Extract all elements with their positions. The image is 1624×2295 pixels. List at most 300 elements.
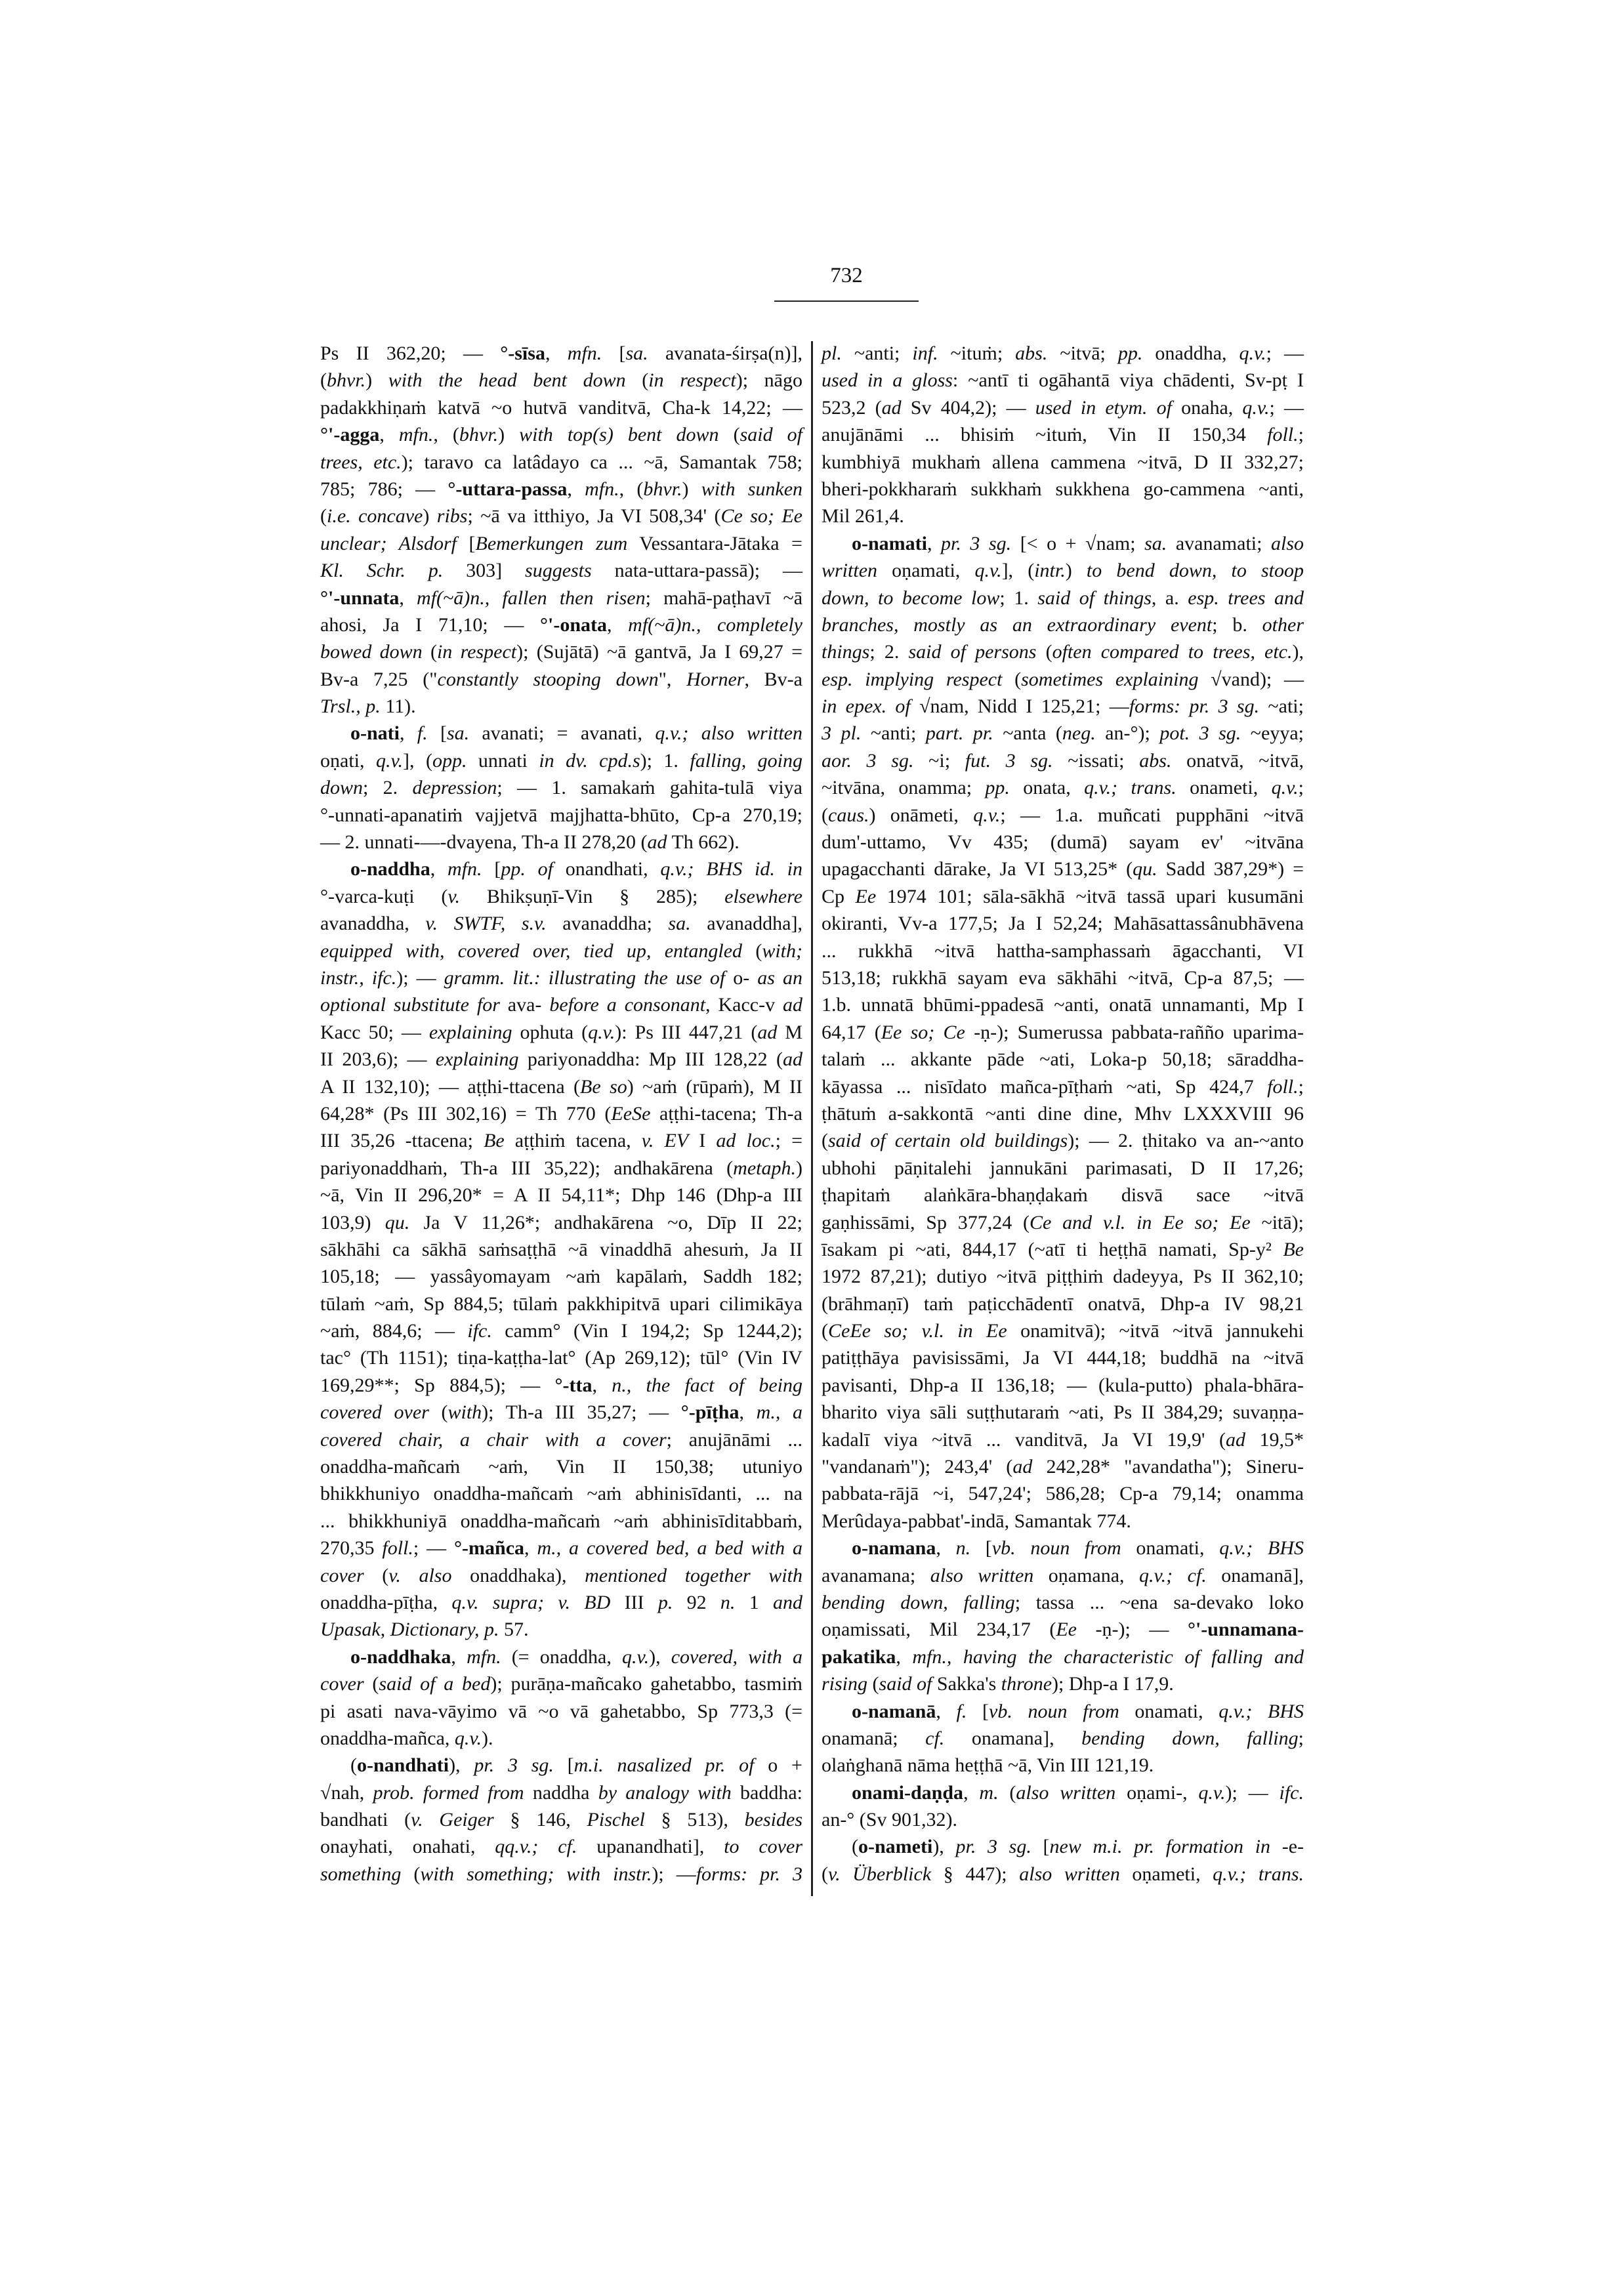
text-line — [320, 1562, 802, 1589]
text-run: ( — [998, 1781, 1016, 1804]
italic-run: other — [1262, 613, 1304, 636]
italic-run: said of certain old buildings — [828, 1130, 1068, 1152]
text-run: patiṭṭhāya pavisissāmi, Ja VI 444,18; buddhā na ~itvā — [822, 1347, 1304, 1369]
text-run: Ps II 362,20; — — [320, 342, 501, 364]
text-run: pariyonaddhaṁ, Th-a III 35,22); andhakārena ( — [320, 1157, 734, 1179]
text-run: ; — 1. samakaṁ gahita-tulā viya — [497, 777, 802, 799]
text-run: camm° (Vin I 194,2; Sp 1244,2); — [491, 1320, 802, 1342]
text-line — [320, 720, 802, 747]
italic-run: as an — [757, 966, 802, 989]
text-line — [320, 557, 802, 584]
text-line — [822, 1426, 1304, 1453]
text-run: onamitvā); ~itvā ~itvā jannukehi — [1007, 1320, 1304, 1342]
italic-run: also written — [1019, 1863, 1120, 1885]
italic-run: falling, going — [690, 749, 802, 772]
text-run: onaddha-pīṭha, — [320, 1591, 452, 1613]
text-line — [822, 530, 1304, 557]
text-run: 64,17 ( — [822, 1021, 881, 1043]
text-run: nata-uttara-passā); — — [591, 560, 802, 582]
italic-run: q.v. — [454, 1727, 482, 1749]
text-run: oṇami-, — [1115, 1781, 1199, 1804]
text-run: avanaddha], — [690, 913, 802, 935]
italic-run: Bemerkungen zum — [475, 532, 628, 554]
text-run: ( — [625, 369, 649, 392]
italic-run: pp. of — [501, 858, 553, 880]
italic-run: Be — [484, 1130, 505, 1152]
text-run: avanati; = avanati, — [469, 722, 656, 745]
text-run: , — [963, 1781, 980, 1804]
italic-run: ad — [783, 1048, 802, 1071]
text-run: "vandanaṁ"); 243,4' ( — [822, 1456, 1013, 1478]
text-run: o- — [725, 966, 758, 989]
text-line — [822, 1073, 1304, 1100]
page-number: 732 — [830, 264, 863, 287]
text-line — [320, 1833, 802, 1860]
text-run: ); taravo ca latâdayo ca ... ~ā, Samantak 758; — [401, 451, 802, 473]
text-line — [822, 638, 1304, 665]
italic-run: v. SWTF, s.v. — [425, 913, 547, 935]
text-run: , — [592, 1374, 612, 1396]
text-line — [822, 693, 1304, 720]
italic-run: q.v. — [974, 560, 1002, 582]
italic-run: sa. — [446, 722, 470, 745]
text-run: padakkhiṇaṁ katvā ~o hutvā vanditvā, Cha-k 14,22; — — [320, 396, 802, 419]
italic-run: Ee — [855, 885, 877, 907]
text-run: ( — [822, 1130, 828, 1152]
text-run: ophuta ( — [512, 1021, 589, 1043]
text-run: avanaddha; — [546, 913, 669, 935]
text-line — [320, 1263, 802, 1290]
headword: pakatika — [822, 1645, 896, 1668]
text-run: ( — [1002, 668, 1022, 690]
text-run: onamanā], — [1206, 1564, 1304, 1586]
text-run: onamanā; — [822, 1727, 926, 1749]
text-line — [822, 1698, 1304, 1725]
italic-run: bowed down — [320, 641, 423, 663]
italic-run: cover — [320, 1673, 364, 1695]
italic-run: pr. 3 sg. — [955, 1836, 1031, 1858]
italic-run: explaining — [428, 1021, 512, 1043]
italic-run: Ce and v.l. in Ee so; Ee — [1030, 1211, 1251, 1233]
text-run: ; — 1.a. muñcati pupphāni ~itvā — [1000, 804, 1304, 826]
text-line — [320, 367, 802, 394]
text-run: [ — [602, 342, 626, 364]
italic-run: depression — [412, 777, 497, 799]
italic-run: in respect — [436, 641, 517, 663]
italic-run: ifc. — [467, 1320, 492, 1342]
headword: onami-daṇḍa — [852, 1781, 964, 1804]
text-line — [320, 1806, 802, 1833]
text-line — [822, 421, 1304, 448]
text-run: 103,9) — [320, 1211, 385, 1233]
italic-run: pr. 3 sg. — [941, 532, 1012, 554]
text-line — [822, 747, 1304, 774]
italic-run: with sunken — [701, 478, 803, 500]
text-run: ; — [1298, 424, 1304, 446]
text-run: kumbhiyā mukhaṁ allena cammena ~itvā, D II 332,27; — [822, 451, 1304, 473]
text-run: onandhati, — [552, 858, 661, 880]
text-run: ; 1. — [999, 587, 1038, 609]
text-line — [320, 340, 802, 367]
text-line — [320, 1670, 802, 1697]
italic-run: mfn. — [398, 424, 434, 446]
italic-run: to bend down, to stoop — [1086, 560, 1304, 582]
headword: °-sīsa — [500, 342, 545, 364]
text-run: ) — [498, 424, 520, 446]
italic-run: ad — [1012, 1456, 1033, 1478]
text-run: ~anta ( — [993, 722, 1062, 745]
italic-run: esp. implying respect — [822, 668, 1003, 690]
text-run: ) — [365, 369, 388, 392]
text-run: tūlaṁ ~aṁ, Sp 884,5; tūlaṁ pakkhipitvā upari cilimikāya — [320, 1292, 802, 1315]
text-line — [320, 1317, 802, 1344]
text-run: ~anti; — [861, 722, 926, 745]
text-line — [320, 774, 802, 801]
header-rule — [774, 300, 919, 302]
text-line — [822, 1644, 1304, 1670]
italic-run: 3 pl. — [822, 722, 862, 745]
text-line — [822, 1589, 1304, 1616]
text-run: (brāhmaṇī) taṁ paṭicchādentī onatvā, Dhp-a IV 98,21 — [822, 1292, 1304, 1315]
text-run: III 35,26 -ttacena; — [320, 1130, 484, 1152]
text-line — [320, 1236, 802, 1263]
text-run: Th 662). — [667, 831, 739, 854]
text-run: ( — [1036, 641, 1052, 663]
text-run: , — [430, 858, 448, 880]
text-run: 64,28* (Ps III 302,16) = Th 770 ( — [320, 1102, 612, 1125]
text-run: Bhikṣuṇī-Vin § 285); — [460, 885, 725, 907]
italic-run: something — [320, 1863, 402, 1885]
text-line — [822, 503, 1304, 529]
text-run: onamana], — [944, 1727, 1082, 1749]
italic-run: also written — [930, 1564, 1034, 1586]
dictionary-entry — [320, 340, 802, 720]
italic-run: v. EV — [641, 1130, 689, 1152]
italic-run: foll. — [1267, 1075, 1299, 1098]
headword: °-uttara-passa — [448, 478, 568, 500]
italic-run: cover — [320, 1564, 364, 1586]
text-run: 1 — [735, 1591, 773, 1613]
text-run: ( — [422, 641, 437, 663]
text-run: tac° (Th 1151); tiṇa-kaṭṭha-lat° (Ap 269,12); tūl° (Vin IV — [320, 1347, 802, 1369]
text-run: ; — — [1266, 342, 1304, 364]
text-run: onameti, — [1176, 777, 1272, 799]
text-line — [320, 1535, 802, 1561]
text-line — [822, 964, 1304, 991]
text-run: -ṇ-); Sumerussa pabbata-rañño uparima- — [965, 1021, 1304, 1043]
italic-run: often compared to trees, etc. — [1052, 641, 1293, 663]
italic-run: covered over — [320, 1401, 429, 1424]
italic-run: instr., ifc. — [320, 966, 397, 989]
text-run: , — [936, 1537, 956, 1560]
text-run: ); Th-a III 35,27; — — [482, 1401, 681, 1424]
text-run: ~itvā; — [1047, 342, 1118, 364]
text-line — [320, 991, 802, 1018]
italic-run: forms: pr. 3 — [696, 1863, 802, 1885]
dictionary-entry — [320, 1644, 802, 1752]
italic-run: m.i. nasalized pr. of — [573, 1754, 755, 1777]
text-line — [822, 394, 1304, 421]
italic-run: f. — [956, 1700, 967, 1722]
text-run: [ — [427, 722, 447, 745]
text-line — [822, 1209, 1304, 1236]
text-run: 11). — [380, 695, 416, 718]
text-line — [320, 1209, 802, 1236]
text-run: A II 132,10); — aṭṭhi-ttacena ( — [320, 1075, 581, 1098]
italic-run: mfn. — [567, 342, 602, 364]
text-run: ~eyya; — [1241, 722, 1304, 745]
text-run: kadalī viya ~itvā ... vanditvā, Ja VI 19,9' ( — [822, 1428, 1226, 1451]
text-run: oṇameti, — [1119, 1863, 1213, 1885]
text-line — [822, 1779, 1304, 1806]
text-run: ; anujānāmi ... — [666, 1428, 802, 1451]
text-run: 303] — [443, 560, 526, 582]
italic-run: pot. 3 sg. — [1159, 722, 1241, 745]
italic-run: Ee so; Ce — [881, 1021, 965, 1043]
italic-run: ribs — [436, 505, 468, 527]
text-run: ), — [649, 1645, 671, 1668]
text-run: baddha: — [731, 1781, 802, 1804]
italic-run: in dv. cpd.s — [539, 749, 640, 772]
italic-run: Be — [1283, 1238, 1304, 1260]
text-run: , — [936, 1700, 957, 1722]
italic-run: m. — [979, 1781, 999, 1804]
text-run: bhikkhuniyo onaddha-mañcaṁ ~aṁ abhinisīdanti, ... na — [320, 1483, 802, 1505]
italic-run: qu. — [385, 1211, 410, 1233]
italic-run: optional substitute for — [320, 994, 500, 1016]
column-divider — [811, 341, 813, 1896]
text-run: ... rukkhā ~itvā hattha-samphassaṁ āgacchanti, VI — [822, 940, 1304, 962]
text-line — [320, 611, 802, 638]
right-column — [822, 340, 1304, 1888]
italic-run: forms: pr. 3 sg. — [1129, 695, 1260, 718]
text-line — [822, 856, 1304, 882]
text-run: Cp — [822, 885, 856, 907]
italic-run: ad — [881, 396, 902, 419]
text-run: ) ~aṁ (rūpaṁ), M II — [627, 1075, 802, 1098]
text-run: ( — [822, 1863, 828, 1885]
text-run: avanamana; — [822, 1564, 930, 1586]
italic-run: also written — [1016, 1781, 1116, 1804]
text-run: ); nāgo — [736, 369, 803, 392]
text-run: ; tassa ... ~ena sa-devako loko — [1014, 1591, 1304, 1613]
italic-run: unclear; Alsdorf — [320, 532, 457, 554]
text-run: 1974 101; sāla-sākhā ~itvā tassā upari kusumāni — [876, 885, 1304, 907]
italic-run: throne — [1001, 1673, 1052, 1695]
text-run: ava- — [499, 994, 550, 1016]
headword: o-naddha — [350, 858, 430, 880]
text-run: pavisanti, Dhp-a II 136,18; — (kula-putto) phala-bhāra- — [822, 1374, 1304, 1396]
italic-run: used in etym. of — [1035, 396, 1172, 419]
italic-run: Ce so; Ee — [720, 505, 802, 527]
text-run: kāyassa ... nisīdato mañca-pīṭhaṁ ~ati, Sp 424,7 — [822, 1075, 1268, 1098]
italic-run: fut. 3 sg. — [965, 749, 1053, 772]
text-run: ); — — [1225, 1781, 1280, 1804]
italic-run: rising — [822, 1673, 868, 1695]
italic-run: to cover — [724, 1836, 802, 1858]
text-line — [822, 938, 1304, 964]
headword: o-namanā — [852, 1700, 936, 1722]
headword: o-nameti — [858, 1836, 933, 1858]
text-run: ), — [1292, 641, 1304, 663]
italic-run: q.v. — [1198, 1781, 1226, 1804]
italic-run: down — [320, 777, 364, 799]
text-run: Merûdaya-pabbat'-indā, Samantak 774. — [822, 1510, 1131, 1532]
italic-run: q.v.; BHS — [1218, 1700, 1304, 1722]
text-run: ) — [796, 1157, 802, 1179]
text-line — [320, 747, 802, 774]
text-line — [320, 1372, 802, 1399]
text-run: ~itvāna, onamma; — [822, 777, 986, 799]
text-line — [320, 693, 802, 720]
italic-run: q.v.; also written — [655, 722, 802, 745]
dictionary-entry — [822, 1833, 1304, 1888]
text-line — [822, 1317, 1304, 1344]
text-line — [320, 1426, 802, 1453]
text-line — [320, 394, 802, 421]
text-run: ( — [822, 804, 828, 826]
text-run: ", — [658, 668, 687, 690]
text-line — [320, 449, 802, 476]
headword: o-namati — [852, 532, 927, 554]
text-line — [320, 829, 802, 856]
headword: °-pīṭha — [680, 1401, 739, 1424]
text-run: onaddha-mañcaṁ ~aṁ, Vin II 150,38; utuniyo — [320, 1456, 802, 1478]
text-line — [822, 1725, 1304, 1752]
italic-run: Be so — [580, 1075, 627, 1098]
italic-run: sa. — [668, 913, 691, 935]
italic-run: mf(~ā)n., fallen then risen — [417, 587, 646, 609]
text-run: ( — [320, 369, 327, 392]
italic-run: explaining — [435, 1048, 519, 1071]
text-run: oṇamati, — [877, 560, 975, 582]
italic-run: said of — [739, 424, 802, 446]
text-run: ; mahā-paṭhavī ~ā — [645, 587, 803, 609]
italic-run: vb. noun from — [991, 1537, 1121, 1560]
italic-run: Trsl., p. — [320, 695, 381, 718]
italic-run: foll. — [382, 1537, 413, 1560]
text-run: avanaddha, — [320, 913, 426, 935]
italic-run: used in a gloss — [822, 369, 953, 392]
text-line — [822, 991, 1304, 1018]
text-run: ( — [401, 1863, 421, 1885]
text-run: ṭhātuṁ a-sakkontā ~anti dine dine, Mhv LXXXVIII 96 — [822, 1102, 1304, 1125]
italic-run: pl. — [822, 342, 842, 364]
text-run: bharito viya sāli suṭṭhutaraṁ ~ati, Ps II 384,29; suvaṇṇa- — [822, 1401, 1304, 1424]
text-run: pabbata-rājā ~i, 547,24'; 586,28; Cp-a 79,14; onamma — [822, 1483, 1304, 1505]
text-run: ~aṁ, 884,6; — — [320, 1320, 468, 1342]
text-line — [320, 585, 802, 611]
text-run: oṇamana, — [1033, 1564, 1140, 1586]
italic-run: sometimes explaining — [1021, 668, 1199, 690]
italic-run: said of — [879, 1673, 932, 1695]
italic-run: v. also — [388, 1564, 452, 1586]
text-line — [822, 1752, 1304, 1779]
italic-run: CeEe so; v.l. in Ee — [828, 1320, 1007, 1342]
text-run: ( — [320, 505, 327, 527]
italic-run: and — [773, 1591, 802, 1613]
italic-run: i.e. concave — [327, 505, 423, 527]
italic-run: covered, with a — [671, 1645, 802, 1668]
headword: °-mañca — [454, 1537, 525, 1560]
headword: °'-onata — [540, 613, 607, 636]
italic-run: said of a bed — [379, 1673, 491, 1695]
text-line — [822, 720, 1304, 747]
italic-run: in epex. of — [822, 695, 911, 718]
text-run: °-unnati-apanatiṁ vajjetvā majjhatta-bhūto, Cp-a 270,19; — [320, 804, 802, 826]
text-run: ; = — [775, 1130, 802, 1152]
italic-run: equipped with, covered over, tied up, entangled — [320, 940, 743, 962]
text-line — [822, 557, 1304, 584]
italic-run: bending down, falling — [822, 1591, 1015, 1613]
text-line — [822, 1535, 1304, 1561]
text-run: [ — [456, 532, 476, 554]
text-run: Kacc 50; — — [320, 1021, 429, 1043]
text-run: ( — [350, 1754, 357, 1777]
italic-run: trees, etc. — [320, 451, 402, 473]
text-run: 19,5* — [1245, 1428, 1304, 1451]
text-line — [320, 938, 802, 964]
text-line — [822, 1344, 1304, 1371]
text-line — [822, 883, 1304, 910]
italic-run: elsewhere — [724, 885, 802, 907]
text-run: , — [896, 1645, 913, 1668]
text-line — [822, 1480, 1304, 1507]
italic-run: constantly stooping down — [437, 668, 659, 690]
text-run: avanamati; — [1167, 532, 1271, 554]
text-line — [320, 1344, 802, 1371]
text-run: [< o + √nam; — [1011, 532, 1145, 554]
italic-run: by analogy with — [598, 1781, 732, 1804]
text-line — [320, 1100, 802, 1127]
text-run: onatvā, ~itvā, — [1171, 749, 1304, 772]
text-run: sākhāhi ca sākhā saṁsaṭṭhā ~ā vinaddhā ahesuṁ, Ja II — [320, 1238, 802, 1260]
text-run: ahosi, Ja I 71,10; — — [320, 613, 540, 636]
dictionary-entry — [822, 1535, 1304, 1697]
text-run: ) — [1065, 560, 1087, 582]
text-line — [320, 1861, 802, 1888]
text-run: ( — [822, 1320, 828, 1342]
italic-run: q.v. — [1271, 777, 1299, 799]
italic-run: v. Geiger — [411, 1809, 494, 1831]
italic-run: q.v. — [1242, 396, 1270, 419]
text-line — [320, 666, 802, 693]
text-line — [822, 1182, 1304, 1209]
italic-run: vb. noun from — [989, 1700, 1119, 1722]
text-run: 242,28* "avandatha"); Sineru- — [1032, 1456, 1304, 1478]
dictionary-entry — [822, 530, 1304, 1535]
text-line — [822, 1508, 1304, 1535]
italic-run: mfn. — [585, 478, 619, 500]
italic-run: q.v.; trans. — [1084, 777, 1176, 799]
italic-run: esp. trees and — [1188, 587, 1304, 609]
text-run: unnati — [467, 749, 539, 772]
text-run: 1.b. unnatā bhūmi-ppadesā ~anti, onatā unnamanti, Mp I — [822, 994, 1304, 1016]
text-run: ) — [682, 478, 701, 500]
text-line — [822, 340, 1304, 367]
italic-run: Upasak, Dictionary, p. — [320, 1619, 499, 1641]
italic-run: ad — [1225, 1428, 1245, 1451]
text-run: , — [567, 478, 585, 500]
text-run: ); 1. — [640, 749, 690, 772]
text-run: Mil 261,4. — [822, 505, 904, 527]
italic-run: cf. — [925, 1727, 945, 1749]
italic-run: suggests — [525, 560, 592, 582]
italic-run: neg. — [1062, 722, 1096, 745]
text-run: onaha, — [1171, 396, 1243, 419]
italic-run: ad — [757, 1021, 778, 1043]
italic-run: covered chair, a chair with a cover — [320, 1428, 667, 1451]
